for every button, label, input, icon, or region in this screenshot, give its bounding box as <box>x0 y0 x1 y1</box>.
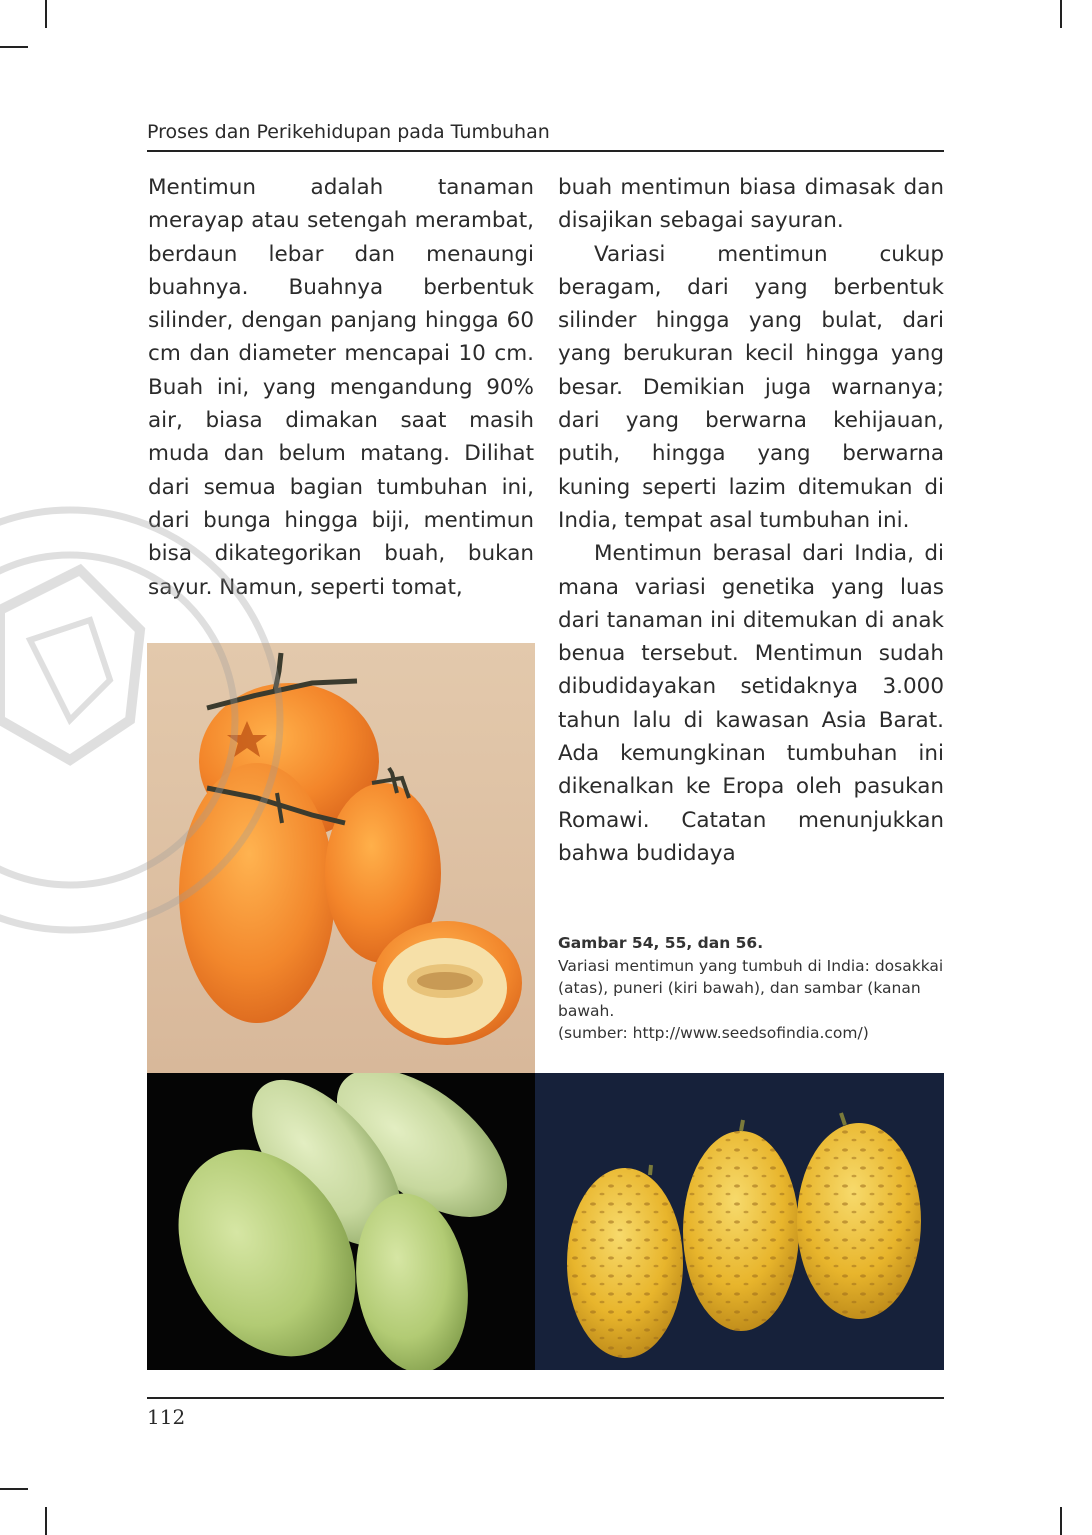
right-paragraph-2: Variasi mentimun cukup beragam, dari yang berbentuk silinder hingga yang bulat, dari yang berukuran kecil hingga yang besar. Demikian juga warnanya; dari yang berwarna kehijauan, putih, hingga yang berwarna kuning seperti lazim ditemukan di India, tempat asal tumbuhan ini. <box>558 241 944 533</box>
crop-mark-bottom-left-vertical <box>45 1507 47 1535</box>
photo-sambar <box>535 1073 944 1370</box>
running-header <box>147 117 944 152</box>
footer-rule <box>147 1397 944 1399</box>
figure-caption <box>558 932 944 1045</box>
caption-source: (sumber: http://www.seedsofindia.com/) <box>558 1024 869 1042</box>
caption-title: Gambar 54, 55, dan 56. <box>558 934 764 952</box>
caption-body: Variasi mentimun yang tumbuh di India: dosakkai (atas), puneri (kiri bawah), dan sambar (kanan bawah. <box>558 956 944 1020</box>
crop-mark-top-left-vertical <box>45 0 47 28</box>
crop-mark-bottom-right-vertical <box>1060 1507 1062 1535</box>
crop-mark-top-left-horizontal <box>0 46 28 48</box>
running-title: Proses dan Perikehidupan pada Tumbuhan <box>147 121 550 143</box>
right-paragraph-1: buah mentimun biasa dimasak dan disajikan sebagai sayuran. <box>558 175 944 234</box>
crop-mark-bottom-left-horizontal <box>0 1488 28 1490</box>
left-column-paragraph: Mentimun adalah tanaman merayap atau setengah merambat, berdaun lebar dan menaungi buahnya. Buahnya berbentuk silinder, dengan panjang hingga 60 cm dan diameter mencapai 10 cm. Buah ini, yang mengandung 90% air, biasa dimakan saat masih muda dan belum matang. Dilihat dari semua bagian tumbuhan ini, dari bunga hingga biji, mentimun bisa dikategorikan buah, bukan sayur. Namun, seperti tomat, <box>148 175 534 600</box>
right-paragraph-3: Mentimun berasal dari India, di mana variasi genetika yang luas dari tanaman ini ditemukan di anak benua tersebut. Mentimun sudah dibudidayakan setidaknya 3.000 tahun lalu di kawasan Asia Barat. Ada kemungkinan tumbuhan ini dikenalkan ke Eropa oleh pasukan Romawi. Catatan menunjukkan bahwa budidaya <box>558 541 944 866</box>
right-column <box>558 171 944 870</box>
crop-mark-top-right-vertical <box>1060 0 1062 28</box>
left-column <box>148 171 534 604</box>
photo-dosakkai <box>147 643 535 1073</box>
page-number: 112 <box>147 1405 186 1429</box>
photo-puneri <box>147 1073 535 1370</box>
